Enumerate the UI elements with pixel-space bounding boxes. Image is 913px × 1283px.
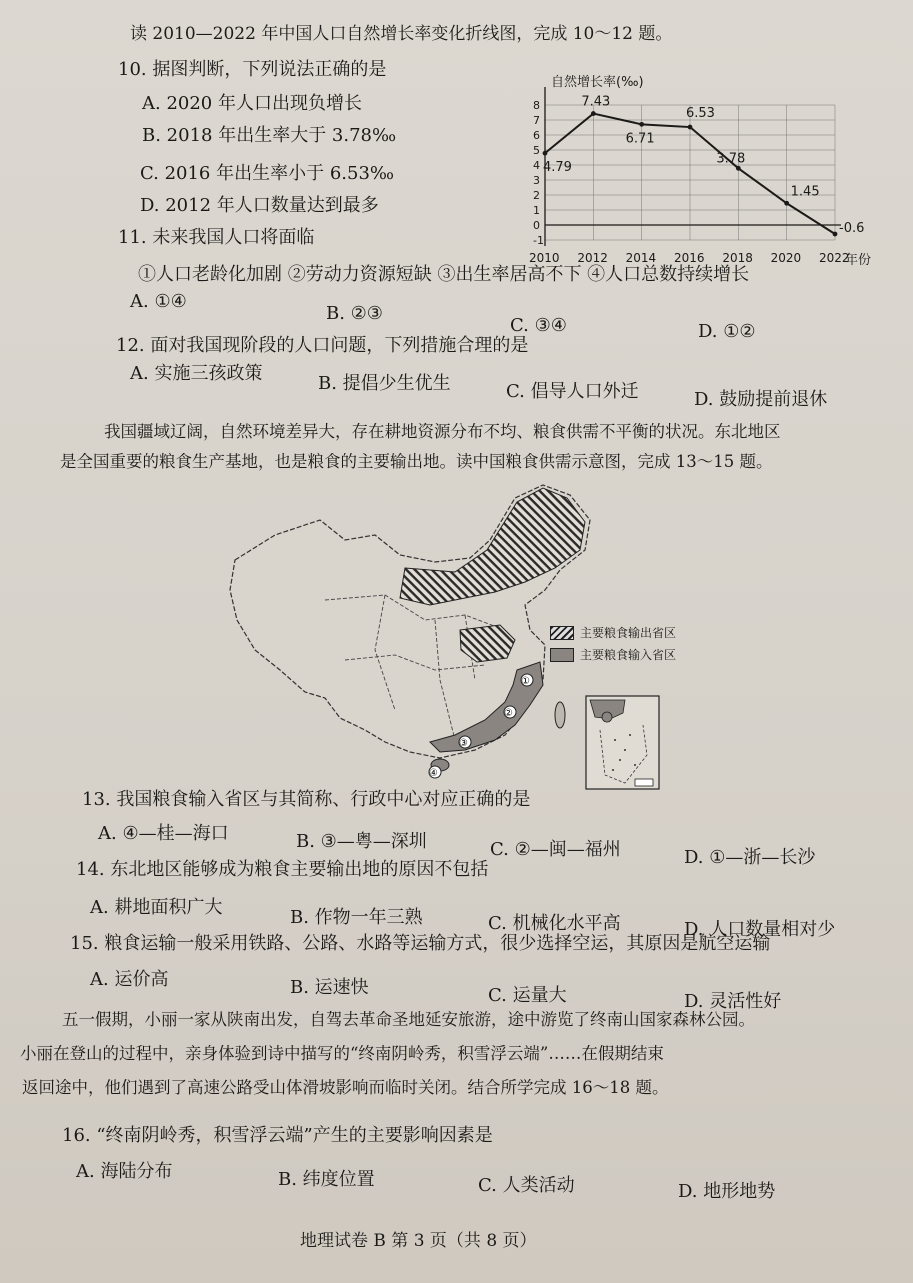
- q11-stem: 11. 未来我国人口将面临: [118, 227, 315, 248]
- south-china-sea-inset: [585, 695, 660, 790]
- q14-option-c[interactable]: C. 机械化水平高: [488, 913, 621, 934]
- x-tick-label: 2022: [819, 251, 850, 265]
- q11-option-b[interactable]: B. ②③: [326, 303, 383, 324]
- y-tick-label: 3: [533, 174, 540, 187]
- q10-stem: 10. 据图判断，下列说法正确的是: [118, 59, 387, 80]
- legend-export-label: 主要粮食输出省区: [580, 626, 677, 640]
- q10-option-d[interactable]: D. 2012 年人口数量达到最多: [140, 195, 379, 216]
- q10-option-b[interactable]: B. 2018 年出生率大于 3.78‰: [142, 125, 397, 146]
- x-tick-label: 2016: [674, 251, 705, 265]
- map-marker-1: ①: [521, 676, 530, 687]
- q15-option-a[interactable]: A. 运价高: [90, 969, 169, 990]
- page-footer: 地理试卷 B 第 3 页（共 8 页）: [300, 1231, 537, 1251]
- q13-option-d[interactable]: D. ①—浙—长沙: [684, 847, 816, 868]
- y-tick-label: 6: [533, 129, 540, 142]
- map-marker-2: ②: [504, 708, 513, 719]
- q10-option-c[interactable]: C. 2016 年出生率小于 6.53‰: [140, 163, 395, 184]
- q16-option-d[interactable]: D. 地形地势: [678, 1181, 776, 1202]
- q12-option-a[interactable]: A. 实施三孩政策: [130, 363, 263, 384]
- intro3-line2: 小丽在登山的过程中，亲身体验到诗中描写的“终南阴岭秀，积雪浮云端”……在假期结束: [20, 1044, 664, 1063]
- q15-option-c[interactable]: C. 运量大: [488, 985, 567, 1006]
- legend-export-swatch: [550, 626, 574, 640]
- q15-option-d[interactable]: D. 灵活性好: [684, 991, 782, 1012]
- data-label: 3.78: [716, 151, 746, 167]
- q11-items: ①人口老龄化加剧 ②劳动力资源短缺 ③出生率居高不下 ④人口总数持续增长: [138, 264, 750, 285]
- x-tick-label: 2012: [577, 251, 608, 265]
- q11-option-c[interactable]: C. ③④: [510, 315, 567, 336]
- q14-option-a[interactable]: A. 耕地面积广大: [90, 897, 223, 918]
- q13-stem: 13. 我国粮食输入省区与其简称、行政中心对应正确的是: [82, 789, 531, 810]
- q15-option-b[interactable]: B. 运速快: [290, 977, 369, 998]
- legend-import: [550, 646, 676, 663]
- y-tick-label: 7: [533, 114, 540, 127]
- data-point: [833, 232, 838, 237]
- q14-option-b[interactable]: B. 作物一年三熟: [290, 907, 423, 928]
- x-tick-label: 2014: [625, 251, 657, 265]
- x-tick-label: 2010: [529, 251, 560, 265]
- map-marker-4: ④: [429, 768, 438, 779]
- y-tick-label: 1: [533, 204, 540, 217]
- chart-ylabel: 自然增长率(‰): [551, 75, 644, 90]
- q15-stem: 15. 粮食运输一般采用铁路、公路、水路等运输方式，很少选择空运，其原因是航空运输: [70, 933, 771, 954]
- q13-option-c[interactable]: C. ②—闽—福州: [490, 839, 621, 860]
- q11-option-a[interactable]: A. ①④: [130, 291, 187, 312]
- y-tick-label: 0: [533, 219, 540, 232]
- q11-option-d[interactable]: D. ①②: [698, 321, 756, 342]
- y-tick-label: 5: [533, 144, 540, 157]
- y-tick-label: -1: [533, 234, 544, 247]
- q16-option-a[interactable]: A. 海陆分布: [76, 1161, 173, 1182]
- legend-export: [550, 624, 676, 641]
- legend-import-label: 主要粮食输入省区: [580, 648, 677, 662]
- data-label: 6.71: [625, 131, 655, 147]
- q10-option-a[interactable]: A. 2020 年人口出现负增长: [142, 93, 362, 114]
- q12-option-d[interactable]: D. 鼓励提前退休: [694, 389, 828, 410]
- intro-line-chart: 读 2010—2022 年中国人口自然增长率变化折线图，完成 10～12 题。: [130, 24, 673, 44]
- data-point: [639, 122, 644, 127]
- q12-option-b[interactable]: B. 提倡少生优生: [318, 373, 451, 394]
- chart-xlabel: 年份: [845, 253, 872, 268]
- y-tick-label: 8: [533, 99, 540, 112]
- population-growth-line-chart: [505, 70, 900, 270]
- q12-stem: 12. 面对我国现阶段的人口问题，下列措施合理的是: [116, 335, 529, 356]
- data-point: [784, 201, 789, 206]
- intro3-line3: 返回途中，他们遇到了高速公路受山体滑坡影响而临时关闭。结合所学完成 16～18 题。: [22, 1078, 669, 1097]
- intro2-line1: 我国疆域辽阔，自然环境差异大，存在耕地资源分布不均、粮食供需不平衡的状况。东北地区: [104, 422, 781, 441]
- legend-import-swatch: [550, 648, 574, 662]
- data-label: 1.45: [790, 184, 820, 200]
- y-tick-label: 4: [533, 159, 540, 172]
- q16-option-b[interactable]: B. 纬度位置: [278, 1169, 375, 1190]
- q12-option-c[interactable]: C. 倡导人口外迁: [506, 381, 639, 402]
- q14-option-d[interactable]: D. 人口数量相对少: [684, 919, 836, 940]
- data-label: 6.53: [686, 106, 715, 122]
- data-label: -0.6: [839, 221, 865, 236]
- data-point: [591, 111, 596, 116]
- export-region-northeast: [400, 488, 585, 605]
- q14-stem: 14. 东北地区能够成为粮食主要输出地的原因不包括: [76, 859, 489, 880]
- data-point: [736, 166, 741, 171]
- data-point: [688, 125, 693, 130]
- intro3-line1: 五一假期，小丽一家从陕南出发，自驾去革命圣地延安旅游，途中游览了终南山国家森林公园。: [62, 1010, 755, 1029]
- intro2-line2: 是全国重要的粮食生产基地，也是粮食的主要输出地。读中国粮食供需示意图，完成 13～15 题。: [60, 452, 773, 471]
- q13-option-b[interactable]: B. ③—粤—深圳: [296, 831, 427, 852]
- taiwan-island: [555, 702, 565, 728]
- data-label: 7.43: [581, 94, 611, 110]
- y-tick-label: 2: [533, 189, 540, 202]
- q13-option-a[interactable]: A. ④—桂—海口: [98, 823, 229, 844]
- x-tick-label: 2020: [770, 251, 802, 265]
- q16-stem: 16. “终南阴岭秀，积雪浮云端”产生的主要影响因素是: [62, 1125, 493, 1146]
- map-marker-3: ③: [459, 738, 468, 749]
- data-point: [543, 151, 548, 156]
- q16-option-c[interactable]: C. 人类活动: [478, 1175, 575, 1196]
- data-label: 4.79: [543, 160, 572, 176]
- x-tick-label: 2018: [722, 251, 753, 265]
